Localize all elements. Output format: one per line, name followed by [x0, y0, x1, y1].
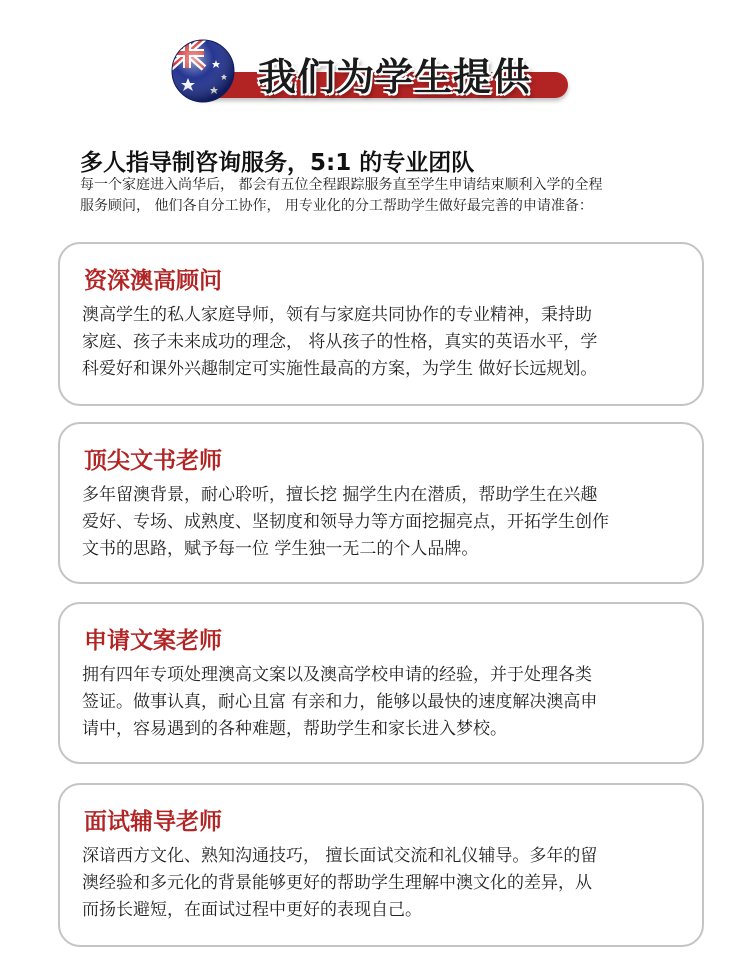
card-body-line: 澳高学生的私人家庭导师，领有与家庭共同协作的专业精神，秉持助 — [82, 305, 592, 325]
card-title: 申请文案老师 — [84, 628, 222, 654]
intro-line: 服务顾问， 他们各自分工协作， 用专业化的分工帮助学生做好最完善的申请准备： — [80, 198, 593, 214]
card-body-line: 而扬长避短，在面试过程中更好的表现自己。 — [82, 900, 422, 920]
card-body-line: 深谙西方文化、熟知沟通技巧， 擅长面试交流和礼仪辅导。多年的留 — [82, 846, 598, 866]
page-title: 我们为学生提供 — [258, 55, 532, 99]
card-body-line: 科爱好和课外兴趣制定可实施性最高的方案，为学生 做好长远规划。 — [82, 359, 598, 379]
card-body-line: 请中，容易遇到的各种难题，帮助学生和家长进入梦校。 — [82, 719, 507, 739]
intro-line: 每一个家庭进入尚华后， 都会有五位全程跟踪服务直至学生申请结束顺利入学的全程 — [80, 177, 603, 193]
card-body-line: 多年留澳背景，耐心聆听，擅长挖 掘学生内在潜质，帮助学生在兴趣 — [82, 485, 598, 505]
card-body-line: 爱好、专场、成熟度、坚韧度和领导力等方面挖掘亮点，开拓学生创作 — [82, 512, 609, 532]
card-body — [82, 302, 692, 383]
card-body — [82, 662, 692, 743]
card-body-line: 拥有四年专项处理澳高文案以及澳高学校申请的经验，并于处理各类 — [82, 665, 592, 685]
service-card-senior-consultant — [58, 242, 704, 406]
card-title: 顶尖文书老师 — [84, 448, 222, 474]
service-card-application-teacher — [58, 602, 704, 764]
card-title: 资深澳高顾问 — [84, 268, 222, 294]
australia-flag-globe-icon — [170, 38, 236, 104]
card-body — [82, 482, 692, 563]
card-body-line: 文书的思路，赋予每一位 学生独一无二的个人品牌。 — [82, 539, 479, 559]
card-body-line: 澳经验和多元化的背景能够更好的帮助学生理解中澳文化的差异，从 — [82, 873, 592, 893]
intro-heading: 多人指导制咨询服务，5:1 的专业团队 — [80, 150, 475, 176]
header-banner — [0, 0, 750, 120]
card-body — [82, 843, 692, 924]
service-card-essay-teacher — [58, 422, 704, 584]
card-title: 面试辅导老师 — [84, 809, 222, 835]
card-body-line: 签证。做事认真，耐心且富 有亲和力，能够以最快的速度解决澳高申 — [82, 692, 598, 712]
intro-description — [80, 175, 700, 217]
service-card-interview-coach — [58, 783, 704, 947]
card-body-line: 家庭、孩子未来成功的理念， 将从孩子的性格，真实的英语水平，学 — [82, 332, 598, 352]
